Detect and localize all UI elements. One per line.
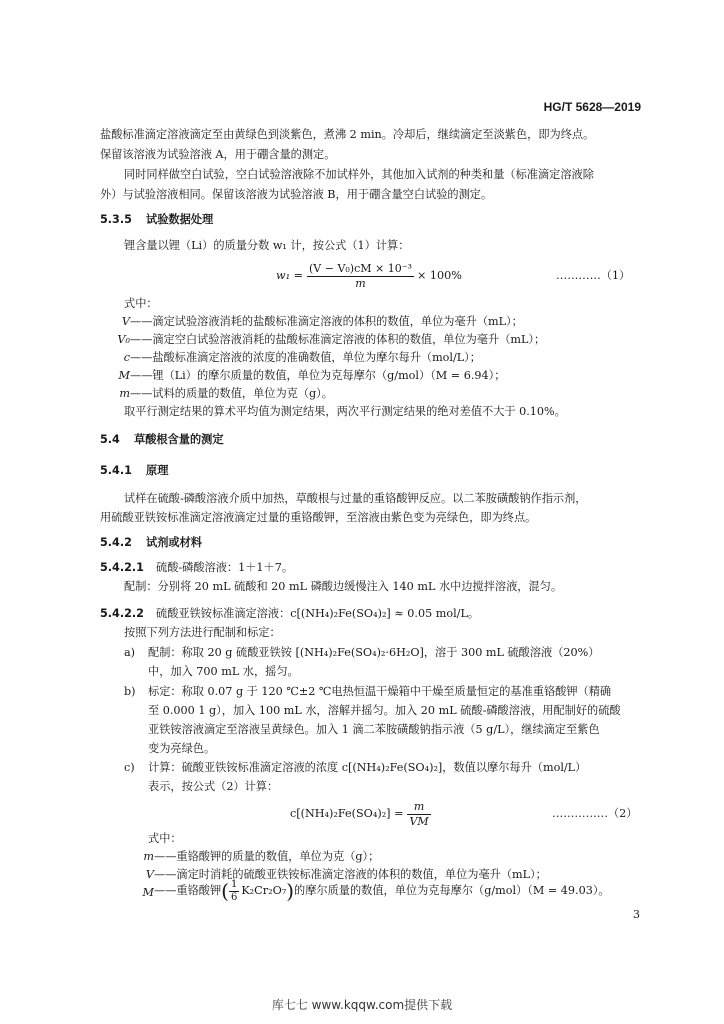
equation-number: …………（1） xyxy=(556,269,631,282)
definition-symbol: V xyxy=(121,315,130,328)
list-item-line: 标定：称取 0.07 g 于 120 ℃±2 ℃电热恒温干燥箱中干燥至质量恒定的基准重铬酸钾（精确 xyxy=(148,685,612,698)
standard-code: HG/T 5628—2019 xyxy=(543,100,641,114)
list-item-line: 亚铁铵溶液滴定至溶液呈黄绿色。加入 1 滴二苯胺磺酸钠指示液（5 g/L），继续滴定至紫色 xyxy=(148,723,600,736)
body-line: 试样在硫酸-磷酸溶液介质中加热，草酸根与过量的重铬酸钾反应。以二苯胺磺酸钠作指示剂， xyxy=(124,492,587,505)
list-item-line: 表示，按公式（2）计算： xyxy=(148,780,279,793)
formula-numerator: (V − V₀)cM × 10⁻³ xyxy=(309,261,412,275)
definition-text: ——试料的质量的数值，单位为克（g）。 xyxy=(130,387,333,400)
definition-symbol: M xyxy=(118,369,130,382)
equation-number: ……………（2） xyxy=(552,807,638,820)
list-item-line: 计算：硫酸亚铁铵标准滴定溶液的浓度 c[(NH₄)₂Fe(SO₄)₂]，数值以摩尔每升（mol/L） xyxy=(148,761,587,774)
frac-denominator: 6 xyxy=(230,891,238,903)
formula-fraction xyxy=(407,800,430,829)
paren-open: ( xyxy=(221,879,229,903)
where-label: 式中： xyxy=(124,297,158,310)
body-line: 按照下列方法进行配制和标定： xyxy=(124,626,281,639)
definition-suffix: 的摩尔质量的数值，单位为克每摩尔（g/mol）（M = 49.03）。 xyxy=(294,884,610,897)
body-line: 配制：分别将 20 mL 硫酸和 20 mL 磷酸边缓慢注入 140 mL 水中边搅拌溶液，混匀。 xyxy=(124,580,563,593)
body-line: 锂含量以锂（Li）的质量分数 w₁ 计，按公式（1）计算： xyxy=(124,239,410,252)
definition-text xyxy=(154,876,610,906)
definition-symbol: m xyxy=(143,850,154,863)
inline-fraction xyxy=(229,879,239,904)
list-item-line: 配制：称取 20 g 硫酸亚铁铵 [(NH₄)₂Fe(SO₄)₂·6H₂O]，溶于 300 mL 硫酸溶液（20%） xyxy=(148,646,600,659)
section-number: 5.4.2.1 xyxy=(100,561,144,574)
section-number: 5.4.1 xyxy=(100,464,132,477)
list-item-line: 中，加入 700 mL 水，摇匀。 xyxy=(148,665,299,678)
section-number: 5.3.5 xyxy=(100,213,132,226)
section-number: 5.4.2.2 xyxy=(100,607,144,620)
section-number: 5.4 xyxy=(100,433,120,446)
definition-symbol: m xyxy=(119,387,130,400)
section-number: 5.4.2 xyxy=(100,536,132,549)
paren-close: ) xyxy=(286,879,295,903)
section-title: 原理 xyxy=(146,464,169,477)
frac-numerator: 1 xyxy=(230,878,238,890)
body-line: 用硫酸亚铁铵标准滴定溶液滴定过量的重铬酸钾，至溶液由紫色变为亮绿色，即为终点。 xyxy=(100,511,537,524)
definition-text: ——滴定试验溶液消耗的盐酸标准滴定溶液的体积的数值，单位为毫升（mL）； xyxy=(130,315,523,328)
formula-fraction xyxy=(307,262,414,291)
definition-row xyxy=(124,876,664,906)
definition-text: ——重铬酸钾的质量的数值，单位为克（g）； xyxy=(154,850,380,863)
download-footer: 库七七 www.kqqw.com提供下载 xyxy=(271,998,453,1012)
body-line: 同时同样做空白试验，空白试验溶液除不加试样外，其他加入试剂的种类和量（标准滴定溶液除 xyxy=(124,168,594,181)
definition-symbol: c xyxy=(123,351,130,364)
section-title: 试验数据处理 xyxy=(146,213,214,226)
result-rule: 取平行测定结果的算术平均值为测定结果，两次平行测定结果的绝对差值不大于 0.10%。 xyxy=(124,405,566,418)
formula-denominator: VM xyxy=(409,814,429,828)
definition-text: ——滴定时消耗的硫酸亚铁铵标准滴定溶液的体积的数值，单位为毫升（mL）； xyxy=(154,868,547,881)
formula-numerator: m xyxy=(407,800,430,815)
body-line: 保留该溶液为试验溶液 A，用于硼含量的测定。 xyxy=(100,148,336,161)
definition-text: ——滴定空白试验溶液消耗的盐酸标准滴定溶液的体积的数值，单位为毫升（mL）； xyxy=(130,333,546,346)
definition-symbol: V xyxy=(145,868,154,881)
formula-tail: × 100% xyxy=(416,269,462,282)
definition-text: ——盐酸标准滴定溶液的浓度的准确数值，单位为摩尔每升（mol/L）； xyxy=(130,351,481,364)
body-line: 盐酸标准滴定溶液滴定至由黄绿色到淡紫色，煮沸 2 min。冷却后，继续滴定至淡紫色，即为终点。 xyxy=(100,128,595,141)
list-item-line: 变为亮绿色。 xyxy=(148,742,216,755)
definition-text: ——锂（Li）的摩尔质量的数值，单位为克每摩尔（g/mol）（M = 6.94）； xyxy=(130,369,506,382)
formula-denominator: m xyxy=(355,276,366,290)
body-line: 硫酸-磷酸溶液：1＋1＋7。 xyxy=(156,561,294,574)
list-item-line: 至 0.000 1 g），加入 100 mL 水，溶解并摇匀。加入 20 mL 硫酸-磷酸溶液，用配制好的硫酸 xyxy=(148,704,621,717)
section-title: 试剂或材料 xyxy=(146,536,202,549)
formula-lhs: c[(NH₄)₂Fe(SO₄)₂] = xyxy=(290,807,404,820)
list-label: b) xyxy=(124,685,136,698)
list-label: a) xyxy=(124,646,136,659)
definition-symbol: M xyxy=(142,886,154,899)
formula-2 xyxy=(290,796,431,832)
page-number: 3 xyxy=(632,908,640,921)
list-label: c) xyxy=(124,761,135,774)
body-line: 硫酸亚铁铵标准滴定溶液：c[(NH₄)₂Fe(SO₄)₂] ≈ 0.05 mol/L。 xyxy=(156,607,480,620)
where-label: 式中： xyxy=(148,832,182,845)
definition-prefix: ——重铬酸钾 xyxy=(154,884,222,897)
body-line: 外）与试验溶液相同。保留该溶液为试验溶液 B，用于硼含量空白试验的测定。 xyxy=(100,188,493,201)
formula-1 xyxy=(276,258,462,294)
formula-lhs: w₁ = xyxy=(276,269,303,282)
chemical-formula: K₂Cr₂O₇ xyxy=(241,884,287,897)
section-title: 草酸根含量的测定 xyxy=(134,433,224,446)
definition-symbol: V₀ xyxy=(117,333,130,346)
